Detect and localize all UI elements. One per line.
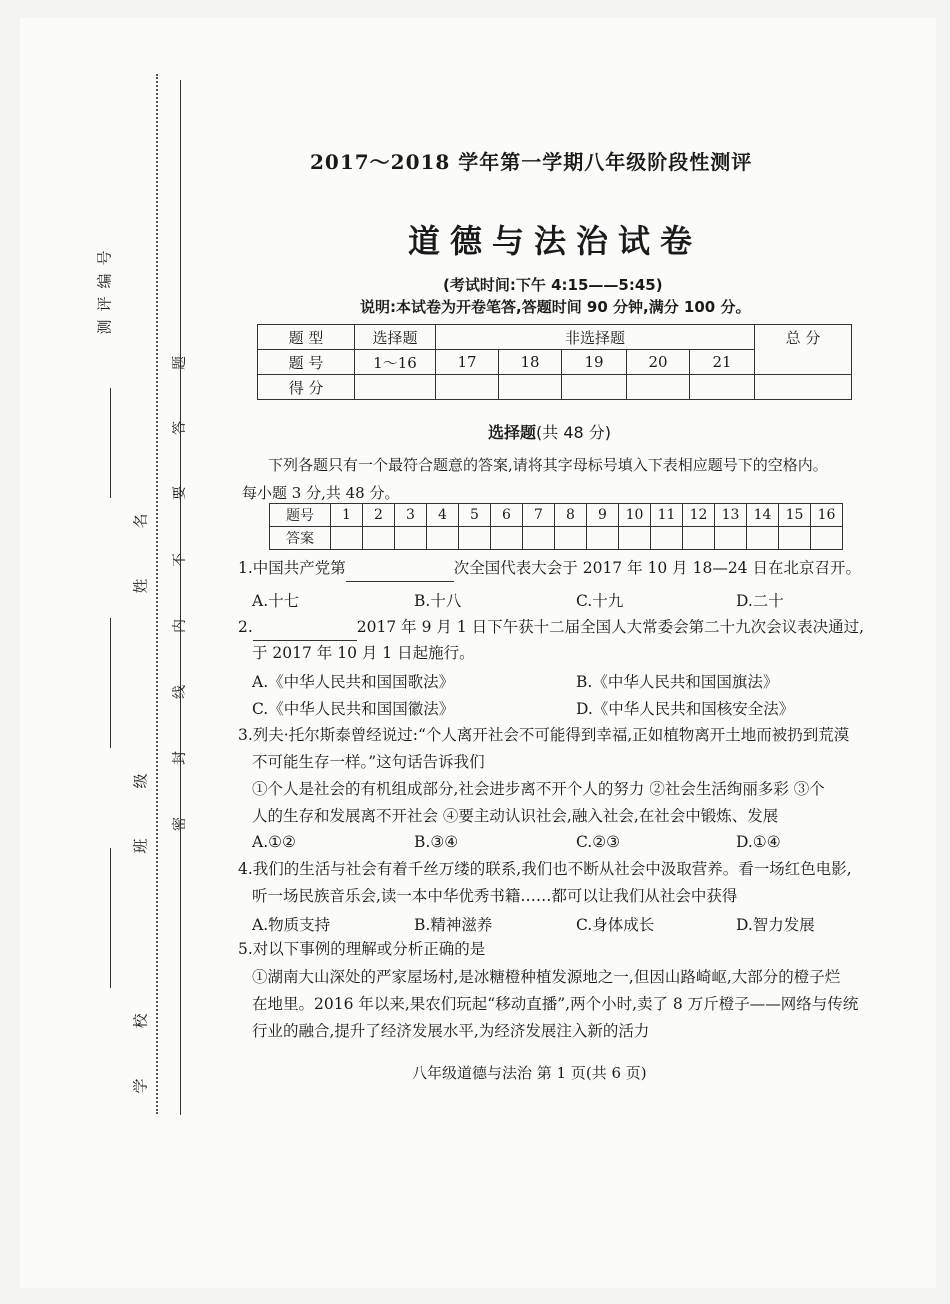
answer-table-number: 13: [715, 504, 747, 527]
answer-table-number: 1: [331, 504, 363, 527]
section-intro: 下列各题只有一个最符合题意的答案,请将其字母标号填入下表相应题号下的空格内。: [268, 456, 828, 474]
answer-entry-cell[interactable]: [587, 527, 619, 550]
name-label: 姓名: [131, 463, 150, 594]
subject-title: 道德与法治试卷: [408, 222, 703, 260]
answer-entry-cell[interactable]: [779, 527, 811, 550]
answer-table-label: 答案: [270, 527, 331, 550]
question-2: 2. 2017 年 9 月 1 日下午获十二届全国人大常委会第二十九次会议表决通过,: [238, 614, 864, 641]
answer-entry-cell[interactable]: [555, 527, 587, 550]
answer-table-number: 16: [811, 504, 843, 527]
score-entry-cell[interactable]: [562, 375, 627, 400]
school-line: [110, 848, 111, 988]
option: C.②③: [576, 833, 621, 851]
answer-table-number: 14: [747, 504, 779, 527]
answer-table-number: 8: [555, 504, 587, 527]
binding-border: [180, 80, 181, 1115]
score-entry-cell[interactable]: [436, 375, 499, 400]
option: B.十八: [414, 592, 462, 610]
option: A.①②: [252, 833, 296, 851]
question-1: 1.中国共产党第 次全国代表大会于 2017 年 10 月 18—24 日在北京召开。: [238, 555, 861, 582]
answer-table-number: 12: [683, 504, 715, 527]
answer-table-number: 9: [587, 504, 619, 527]
score-table-header: 非选择题: [436, 325, 755, 350]
exam-time: (考试时间:下午 4:15——5:45): [443, 276, 663, 294]
answer-entry-cell[interactable]: [715, 527, 747, 550]
seal-char: 封: [172, 751, 188, 765]
option: D.二十: [736, 592, 784, 610]
answer-table-number: 15: [779, 504, 811, 527]
page-footer: 八年级道德与法治 第 1 页(共 6 页): [412, 1064, 647, 1082]
question-5-line: 行业的融合,提升了经济发展水平,为经济发展注入新的活力: [252, 1022, 650, 1040]
option: A.十七: [252, 592, 300, 610]
score-table-cell: 1～16: [355, 350, 436, 375]
question-4-line: 听一场民族音乐会,读一本中华优秀书籍……都可以让我们从社会中获得: [252, 887, 738, 905]
question-3: 3.列夫·托尔斯泰曾经说过:“个人离开社会不可能得到幸福,正如植物离开土地而被扔到荒漠: [238, 726, 850, 744]
question-5: 5.对以下事例的理解或分析正确的是: [238, 940, 486, 958]
option: D.①④: [736, 833, 781, 851]
answer-entry-cell[interactable]: [619, 527, 651, 550]
seal-char: 密: [172, 817, 188, 831]
seal-char: 要: [172, 486, 188, 500]
answer-entry-cell[interactable]: [683, 527, 715, 550]
score-table-cell: 20: [627, 350, 690, 375]
answer-entry-cell[interactable]: [459, 527, 491, 550]
option: B.《中华人民共和国国旗法》: [576, 673, 779, 691]
answer-entry-cell[interactable]: [491, 527, 523, 550]
answer-blank[interactable]: [346, 565, 454, 582]
answer-table-label: 题号: [270, 504, 331, 527]
score-table-label: 题 号: [258, 350, 355, 375]
score-table-header: 题 型: [258, 325, 355, 350]
question-3-line: 人的生存和发展离不开社会 ④要主动认识社会,融入社会,在社会中锻炼、发展: [252, 807, 779, 825]
score-entry-cell[interactable]: [690, 375, 755, 400]
answer-entry-cell[interactable]: [331, 527, 363, 550]
score-entry-cell[interactable]: [499, 375, 562, 400]
seal-char: 内: [172, 619, 188, 633]
question-2-line: 于 2017 年 10 月 1 日起施行。: [252, 644, 475, 662]
name-line: [110, 388, 111, 498]
section-intro: 每小题 3 分,共 48 分。: [242, 484, 400, 502]
score-table-cell: 18: [499, 350, 562, 375]
answer-table-number: 4: [427, 504, 459, 527]
class-label: 班级: [131, 723, 150, 854]
score-table-cell: 17: [436, 350, 499, 375]
exam-page: [20, 18, 936, 1288]
score-table-cell: 19: [562, 350, 627, 375]
exam-title: 2017～2018 学年第一学期八年级阶段性测评: [310, 150, 753, 174]
answer-entry-cell[interactable]: [651, 527, 683, 550]
answer-table-number: 7: [523, 504, 555, 527]
question-4: 4.我们的生活与社会有着千丝万缕的联系,我们也不断从社会中汲取营养。看一场红色电影,: [238, 860, 852, 878]
section-title: 选择题(共 48 分): [488, 423, 612, 442]
seal-char: 不: [172, 553, 188, 567]
answer-entry-cell[interactable]: [523, 527, 555, 550]
answer-entry-cell[interactable]: [747, 527, 779, 550]
option: B.③④: [414, 833, 459, 851]
score-table-cell: 21: [690, 350, 755, 375]
eval-number-label: 测评编号: [95, 242, 114, 335]
option: C.十九: [576, 592, 624, 610]
instructions: 说明:本试卷为开卷笔答,答题时间 90 分钟,满分 100 分。: [360, 298, 751, 316]
question-5-line: ①湖南大山深处的严家屋场村,是冰糖橙种植发源地之一,但因山路崎岖,大部分的橙子烂: [252, 968, 841, 986]
question-3-line: ①个人是社会的有机组成部分,社会进步离不开个人的努力 ②社会生活绚丽多彩 ③个: [252, 780, 825, 798]
answer-table-number: 10: [619, 504, 651, 527]
seal-char: 题: [172, 356, 188, 370]
answer-table: [269, 503, 843, 550]
question-3-line: 不可能生存一样。”这句话告诉我们: [252, 753, 485, 771]
score-table-header: 选择题: [355, 325, 436, 350]
seal-dotted-line: [156, 74, 158, 1114]
answer-blank[interactable]: [253, 624, 357, 641]
answer-entry-cell[interactable]: [395, 527, 427, 550]
score-table-header: 总 分: [755, 325, 852, 375]
answer-entry-cell[interactable]: [363, 527, 395, 550]
class-line: [110, 618, 111, 748]
answer-table-number: 3: [395, 504, 427, 527]
option: A.《中华人民共和国国歌法》: [252, 673, 455, 691]
answer-entry-cell[interactable]: [811, 527, 843, 550]
score-table-label: 得 分: [258, 375, 355, 400]
answer-table-number: 5: [459, 504, 491, 527]
seal-char: 答: [172, 421, 188, 435]
score-table: [257, 324, 852, 400]
score-entry-cell[interactable]: [755, 375, 852, 400]
seal-char: 线: [172, 685, 188, 699]
school-label: 学校: [131, 963, 150, 1094]
answer-entry-cell[interactable]: [427, 527, 459, 550]
option: D.《中华人民共和国核安全法》: [576, 700, 795, 718]
score-entry-cell[interactable]: [355, 375, 436, 400]
option: B.精神滋养: [414, 916, 493, 934]
option: C.《中华人民共和国国徽法》: [252, 700, 455, 718]
answer-table-number: 11: [651, 504, 683, 527]
option: D.智力发展: [736, 916, 815, 934]
option: A.物质支持: [252, 916, 331, 934]
score-entry-cell[interactable]: [627, 375, 690, 400]
option: C.身体成长: [576, 916, 655, 934]
question-5-line: 在地里。2016 年以来,果农们玩起“移动直播”,两个小时,卖了 8 万斤橙子——网络与传统: [252, 995, 859, 1013]
answer-table-number: 6: [491, 504, 523, 527]
answer-table-number: 2: [363, 504, 395, 527]
